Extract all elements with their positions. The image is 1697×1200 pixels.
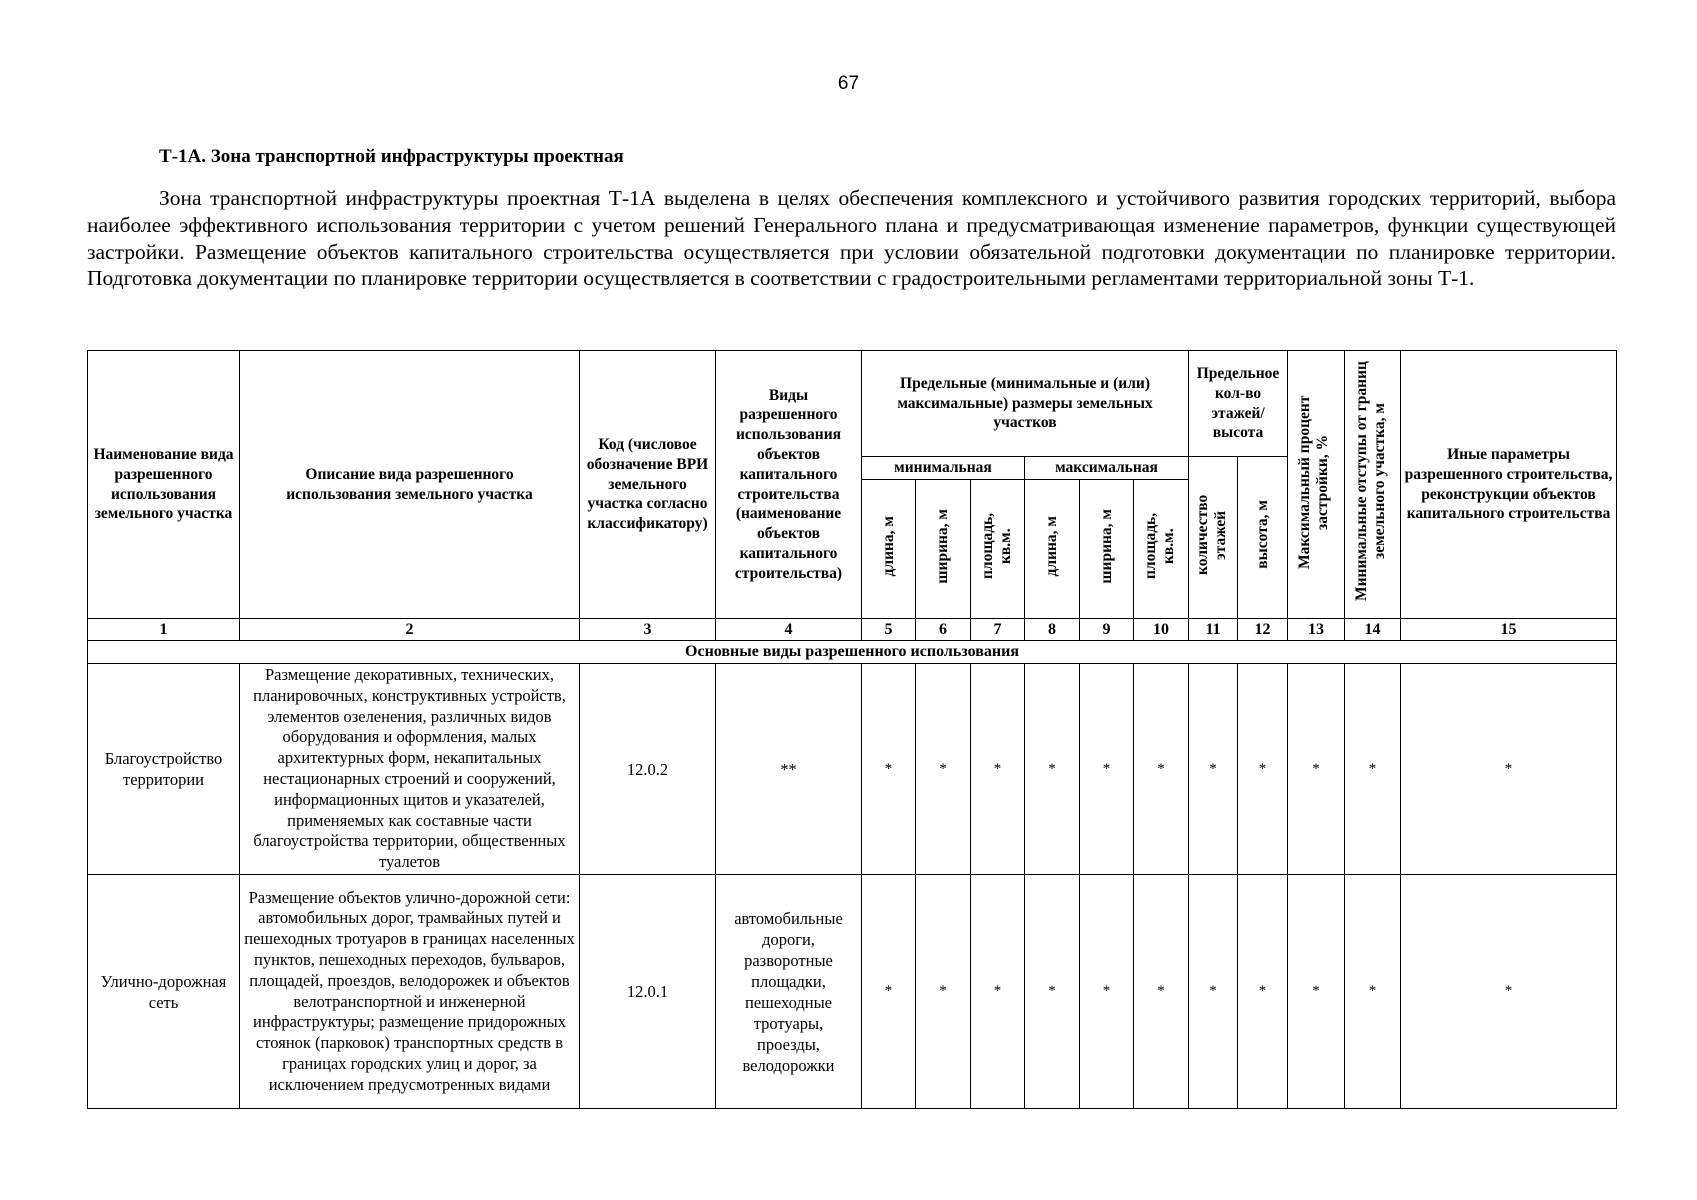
row-param: *	[916, 664, 971, 875]
column-number: 2	[240, 619, 580, 641]
column-number: 5	[862, 619, 916, 641]
row-param: *	[862, 875, 916, 1109]
header-min-length-cell	[862, 480, 916, 619]
row-description: Размещение декоративных, технических, планировочных, конструктивных устройств, элементов озеленения, различных видов оборудования и оформления, малых архитектурных форм, некапитальных нестационарных строений и сооружений, информационных щитов и указателей, применяемых как составные части благоустройства территории, общественных туалетов	[240, 664, 580, 875]
header-max-percent: Максимальный процент застройки, %	[1296, 394, 1332, 569]
header-limits: Предельные (минимальные и (или) максимальные) размеры земельных участков	[862, 351, 1189, 457]
table-row	[88, 664, 1617, 875]
header-floors-count: количество этажей	[1194, 494, 1230, 575]
row-param: *	[971, 875, 1025, 1109]
row-param: *	[1401, 664, 1617, 875]
header-other: Иные параметры разрешенного строительства, реконструкции объектов капитального строительства	[1401, 351, 1617, 619]
header-max-width-cell	[1080, 480, 1134, 619]
row-param: *	[1288, 875, 1345, 1109]
row-objects: автомобильные дороги, разворотные площадки, пешеходные тротуары, проезды, велодорожки	[716, 875, 862, 1109]
header-objects: Виды разрешенного использования объектов капитального строительства (наименование объектов капитального строительства)	[716, 351, 862, 619]
header-max-length-cell	[1025, 480, 1080, 619]
column-number: 13	[1288, 619, 1345, 641]
row-param: *	[1134, 875, 1189, 1109]
header-max-width: ширина, м	[1097, 508, 1115, 584]
column-number: 12	[1238, 619, 1288, 641]
column-number: 4	[716, 619, 862, 641]
row-objects: **	[716, 664, 862, 875]
header-min-setback-cell	[1345, 351, 1401, 619]
header-min-length: длина, м	[879, 515, 897, 577]
row-name: Улично-дорожная сеть	[88, 875, 240, 1109]
row-param: *	[1401, 875, 1617, 1109]
column-number: 14	[1345, 619, 1401, 641]
header-max-length: длина, м	[1043, 515, 1060, 577]
column-number: 3	[580, 619, 716, 641]
row-param: *	[1025, 664, 1080, 875]
header-max-area: площадь, кв.м.	[1142, 513, 1177, 580]
header-height: высота, м	[1253, 500, 1271, 569]
row-param: *	[1345, 875, 1401, 1109]
column-number: 6	[916, 619, 971, 641]
header-maximal: максимальная	[1025, 457, 1189, 480]
row-name: Благоустройство территории	[88, 664, 240, 875]
row-code: 12.0.2	[580, 664, 716, 875]
row-param: *	[1134, 664, 1189, 875]
column-number: 1	[88, 619, 240, 641]
column-number: 8	[1025, 619, 1080, 641]
header-max-area-cell	[1134, 480, 1189, 619]
header-height-cell	[1238, 457, 1288, 619]
row-param: *	[862, 664, 916, 875]
page-number: 67	[837, 73, 860, 94]
header-min-area-cell	[971, 480, 1025, 619]
header-min-setback: Минимальные отступы от границ земельного участка, м	[1352, 361, 1388, 602]
column-number: 15	[1401, 619, 1617, 641]
row-param: *	[916, 875, 971, 1109]
column-number: 7	[971, 619, 1025, 641]
column-number: 10	[1134, 619, 1189, 641]
header-max-percent-cell	[1288, 351, 1345, 619]
header-min-area: площадь, кв.м.	[978, 513, 1014, 580]
row-param: *	[1345, 664, 1401, 875]
header-floors-group: Предельное кол-во этажей/ высота	[1189, 351, 1288, 457]
table-row	[88, 875, 1617, 1109]
regulations-table	[87, 350, 1617, 1109]
row-param: *	[971, 664, 1025, 875]
zone-heading: Т-1А. Зона транспортной инфраструктуры проектная	[159, 146, 624, 167]
row-param: *	[1288, 664, 1345, 875]
header-min-width: ширина, м	[934, 508, 951, 584]
header-minimal: минимальная	[862, 457, 1025, 480]
row-param: *	[1080, 875, 1134, 1109]
header-floors-count-cell	[1189, 457, 1238, 619]
zone-intro-paragraph: Зона транспортной инфраструктуры проектная Т-1А выделена в целях обеспечения комплексного и устойчивого развития городских территорий, выбора наиболее эффективного использования территории с учетом решений Генерального плана и предусматривающая изменение параметров, функции существующей застройки. Размещение объектов капитального строительства осуществляется при условии обязательной подготовки документации по планировке территории. Подготовка документации по планировке территории осуществляется в соответствии с градостроительными регламентами территориальной зоны Т-1.	[87, 186, 1616, 291]
row-param: *	[1080, 664, 1134, 875]
row-param: *	[1189, 664, 1238, 875]
header-code: Код (числовое обозначение ВРИ земельного участка согласно классификатору)	[580, 351, 716, 619]
section-title: Основные виды разрешенного использования	[88, 641, 1617, 664]
header-name: Наименование вида разрешенного использования земельного участка	[88, 351, 240, 619]
row-code: 12.0.1	[580, 875, 716, 1109]
section-row	[88, 641, 1617, 664]
header-min-width-cell	[916, 480, 971, 619]
row-param: *	[1238, 664, 1288, 875]
column-number-row	[88, 619, 1617, 641]
column-number: 11	[1189, 619, 1238, 641]
column-number: 9	[1080, 619, 1134, 641]
row-param: *	[1238, 875, 1288, 1109]
header-description: Описание вида разрешенного использования земельного участка	[240, 351, 580, 619]
row-description: Размещение объектов улично-дорожной сети: автомобильных дорог, трамвайных путей и пешеходных тротуаров в границах населенных пунктов, пешеходных переходов, бульваров, площадей, проездов, велодорожек и объектов велотранспортной и инженерной инфраструктуры; размещение придорожных стоянок (парковок) транспортных средств в границах городских улиц и дорог, за исключением предусмотренных видами	[240, 875, 580, 1109]
row-param: *	[1189, 875, 1238, 1109]
row-param: *	[1025, 875, 1080, 1109]
